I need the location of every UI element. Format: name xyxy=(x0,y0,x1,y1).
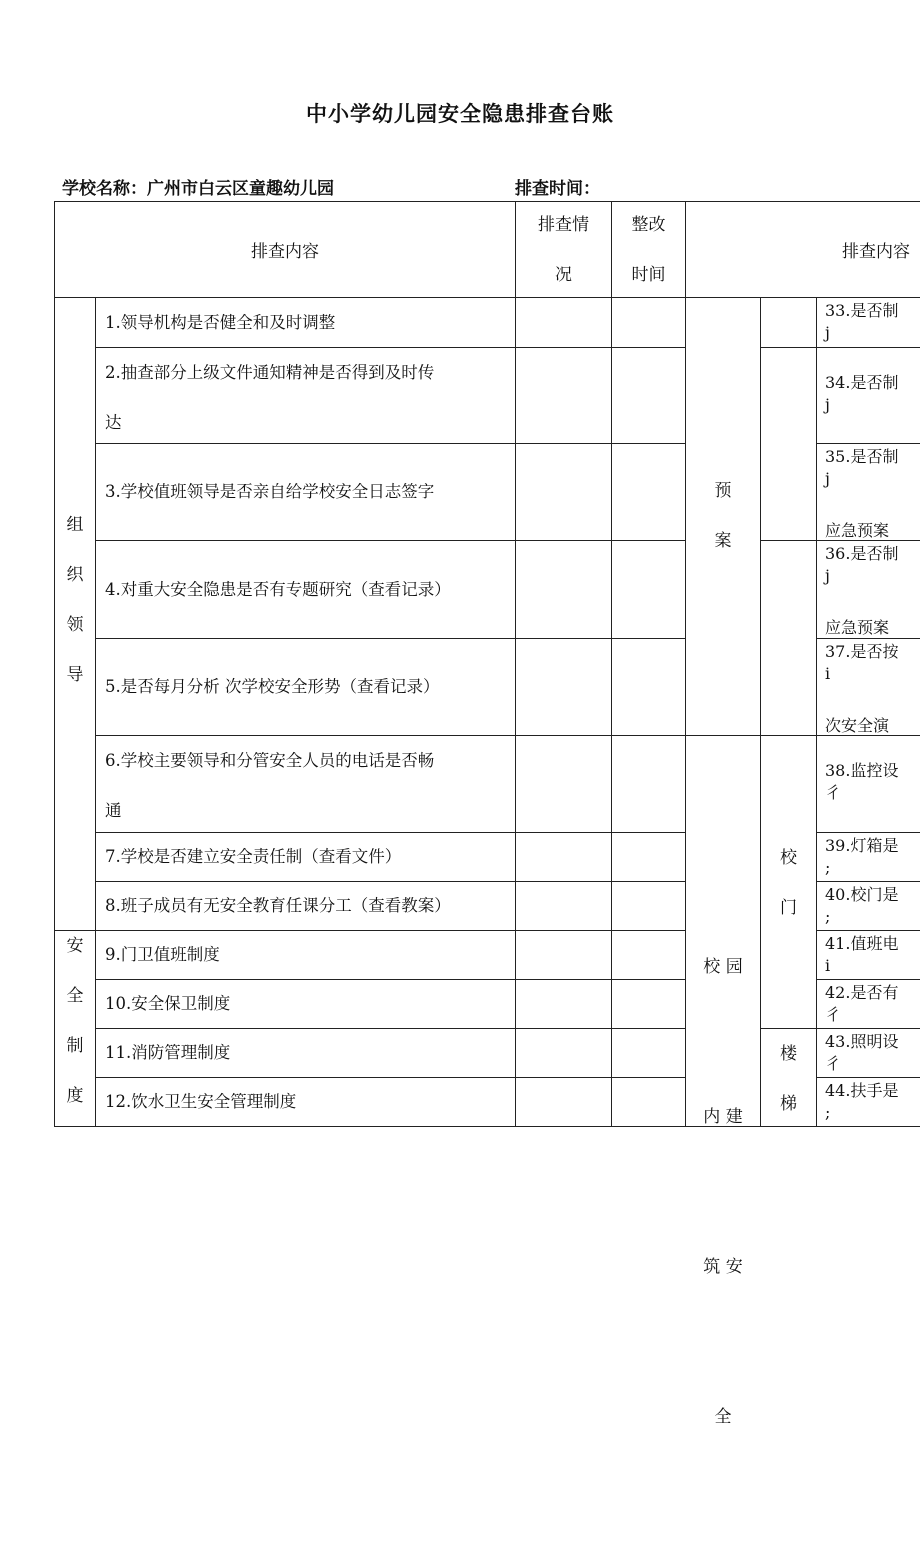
category-line xyxy=(685,735,920,736)
category-char: 领 xyxy=(66,615,84,635)
category-char: 导 xyxy=(66,665,84,685)
category-char: 制 xyxy=(66,1036,84,1056)
right-item-line: 应急预案 xyxy=(825,521,890,540)
category-plan xyxy=(686,466,760,566)
right-item-line: 44.扶手是 xyxy=(825,1081,899,1100)
item-3: 3.学校值班领导是否亲自给学校安全日志签字 xyxy=(105,482,435,501)
row-line xyxy=(760,540,920,541)
category-char: 内 建 xyxy=(703,1107,743,1127)
item-6-line2: 通 xyxy=(105,801,122,820)
right-item-line: j xyxy=(825,323,830,342)
right-item-line: j xyxy=(825,395,830,414)
right-item-line: 43.照明设 xyxy=(825,1032,899,1051)
category-char: 案 xyxy=(714,531,732,551)
category-char: 门 xyxy=(780,898,797,918)
item-9: 9.门卫值班制度 xyxy=(105,945,220,964)
category-stairs xyxy=(761,1029,816,1129)
right-item-line: i xyxy=(825,664,831,683)
right-item-line: 彳 xyxy=(825,1054,842,1073)
category-char: 预 xyxy=(714,481,732,501)
row-line xyxy=(760,347,920,348)
item-6 xyxy=(96,736,515,832)
right-item-line: 36.是否制 xyxy=(825,544,899,563)
category-char: 度 xyxy=(66,1086,84,1106)
right-item-line: 37.是否按 xyxy=(825,642,899,661)
right-item-38 xyxy=(817,760,920,832)
right-item-line: j xyxy=(825,469,830,488)
item-8: 8.班子成员有无安全教育任课分工（查看教案） xyxy=(105,896,451,915)
row-line xyxy=(816,443,920,444)
right-item-line: i xyxy=(825,956,831,975)
header-content-right: 排查内容 xyxy=(842,242,910,262)
right-item-line: ; xyxy=(825,1103,831,1122)
right-item-line: 彳 xyxy=(825,1005,842,1024)
page-title: 中小学幼儿园安全隐患排查台账 xyxy=(306,102,614,126)
right-item-40 xyxy=(817,884,920,930)
school-name: 学校名称：广州市白云区童趣幼儿园 xyxy=(62,179,334,199)
right-item-line: 34.是否制 xyxy=(825,373,899,392)
header-status-line1: 排查情 xyxy=(538,214,589,235)
item-12: 12.饮水卫生安全管理制度 xyxy=(105,1092,297,1111)
item-6-line1: 6.学校主要领导和分管安全人员的电话是否畅 xyxy=(105,751,435,770)
right-item-line: 41.值班电 xyxy=(825,934,899,953)
right-item-35 xyxy=(817,446,920,540)
item-2-line1: 2.抽查部分上级文件通知精神是否得到及时传 xyxy=(105,363,435,382)
category-char: 全 xyxy=(714,1407,732,1427)
header-fix-line1: 整改 xyxy=(631,214,666,235)
item-11: 11.消防管理制度 xyxy=(105,1043,231,1062)
right-item-line: 33.是否制 xyxy=(825,301,899,320)
check-time-label: 排查时间： xyxy=(515,179,600,199)
right-item-line: 40.校门是 xyxy=(825,885,899,904)
row-line xyxy=(816,638,920,639)
col-line xyxy=(760,297,761,1127)
header-content: 排查内容 xyxy=(251,242,319,262)
category-org xyxy=(55,500,95,700)
right-item-line: 彳 xyxy=(825,783,842,802)
right-item-42 xyxy=(817,982,920,1028)
item-5: 5.是否每月分析 次学校安全形势（查看记录） xyxy=(105,677,440,696)
row-line xyxy=(816,930,920,931)
header-fix-line2: 时间 xyxy=(631,264,666,285)
right-item-43 xyxy=(817,1031,920,1077)
category-char: 校 xyxy=(780,848,797,868)
right-item-line: 39.灯箱是 xyxy=(825,836,899,855)
item-4: 4.对重大安全隐患是否有专题研究（查看记录） xyxy=(105,579,451,599)
header-fix-time xyxy=(612,202,685,297)
row-line xyxy=(816,979,920,980)
category-char: 织 xyxy=(66,565,84,585)
item-10: 10.安全保卫制度 xyxy=(105,994,231,1013)
item-2-line2: 达 xyxy=(105,413,122,432)
right-item-line: j xyxy=(825,566,830,585)
category-char: 筑 安 xyxy=(703,1257,743,1277)
category-char: 梯 xyxy=(780,1094,797,1114)
item-7: 7.学校是否建立安全责任制（查看文件） xyxy=(105,847,402,866)
right-item-line: 应急预案 xyxy=(825,618,890,637)
right-item-line: 42.是否有 xyxy=(825,983,899,1002)
row-line xyxy=(816,881,920,882)
category-char: 全 xyxy=(66,986,84,1006)
right-item-39 xyxy=(817,835,920,881)
right-item-44 xyxy=(817,1080,920,1126)
right-item-33 xyxy=(817,300,920,347)
col-line xyxy=(611,201,612,1127)
right-item-line: 次安全演 xyxy=(825,716,890,735)
right-item-line: ; xyxy=(825,858,831,877)
item-2 xyxy=(96,348,515,443)
category-gate xyxy=(761,833,816,933)
header-status xyxy=(516,202,611,297)
category-campus xyxy=(686,842,760,1542)
row-line xyxy=(816,832,920,833)
right-item-line: ; xyxy=(825,907,831,926)
right-item-line: 38.监控设 xyxy=(825,761,899,780)
category-char: 校 园 xyxy=(703,957,743,977)
col-line xyxy=(515,201,516,1127)
category-char: 组 xyxy=(66,515,84,535)
right-item-36 xyxy=(817,543,920,638)
category-char: 楼 xyxy=(780,1044,797,1064)
category-char: 安 xyxy=(66,936,84,956)
right-item-line: 35.是否制 xyxy=(825,447,899,466)
category-sys xyxy=(55,921,95,1121)
right-item-37 xyxy=(817,641,920,735)
item-1: 1.领导机构是否健全和及时调整 xyxy=(105,312,336,332)
row-line xyxy=(816,1077,920,1078)
right-item-34 xyxy=(817,372,920,443)
right-item-41 xyxy=(817,933,920,979)
header-status-line2: 况 xyxy=(555,264,572,285)
